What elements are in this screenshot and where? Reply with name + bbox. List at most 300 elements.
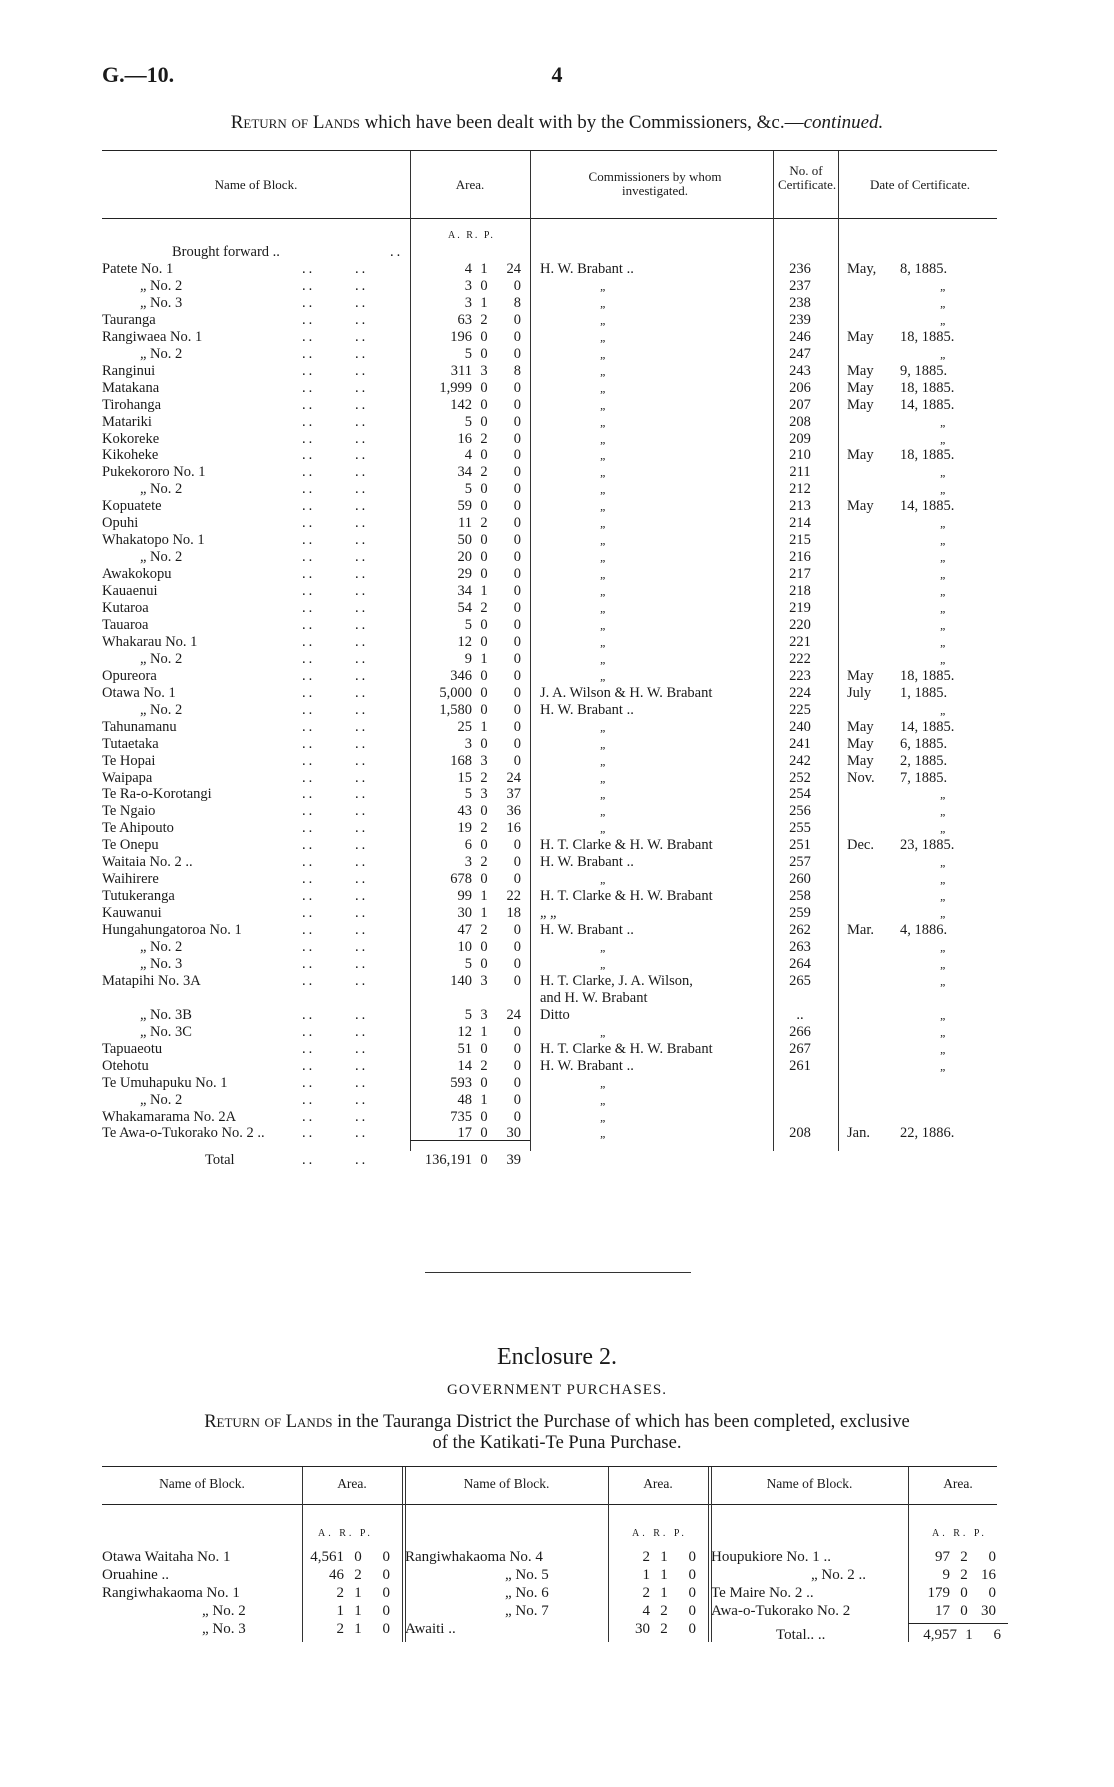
encl-col-area: Area. bbox=[643, 1476, 673, 1491]
certificate-date: 6, 1885. bbox=[900, 735, 948, 752]
area-roods: 0 bbox=[480, 735, 488, 752]
certificate-number: 255 bbox=[789, 820, 811, 837]
commissioners: H. W. Brabant .. bbox=[540, 1057, 634, 1074]
area-acres: 25 bbox=[457, 718, 472, 735]
commissioners: „ bbox=[600, 770, 607, 785]
table-row bbox=[0, 990, 1114, 1007]
encl-total-acres: 4,957 bbox=[923, 1627, 957, 1643]
leader-dots: .. .. bbox=[302, 939, 369, 955]
commissioners: „ bbox=[600, 448, 607, 463]
block-name: Rangiwhakaoma No. 1 bbox=[102, 1585, 240, 1601]
certificate-month: July bbox=[847, 684, 872, 701]
table-row bbox=[0, 1109, 1114, 1126]
certificate-number: 240 bbox=[789, 718, 811, 735]
area-roods: 0 bbox=[960, 1585, 968, 1601]
area-perches: 0 bbox=[513, 277, 521, 294]
area-perches: 16 bbox=[981, 1567, 996, 1583]
area-acres: 48 bbox=[457, 1091, 472, 1108]
area-roods: 1 bbox=[480, 888, 488, 905]
leader-dots: .. .. bbox=[302, 328, 369, 345]
area-perches: 0 bbox=[988, 1585, 996, 1601]
area-acres: 9 bbox=[464, 650, 472, 667]
enclosure-title bbox=[0, 1412, 1114, 1454]
area-perches: 0 bbox=[513, 1040, 521, 1057]
certificate-number: 206 bbox=[789, 379, 811, 396]
certificate-date: „ bbox=[940, 550, 947, 565]
area-roods: 2 bbox=[660, 1621, 668, 1637]
encl-divider bbox=[708, 1467, 709, 1642]
encl-col-area: Area. bbox=[943, 1476, 973, 1491]
table-row bbox=[0, 532, 1114, 549]
area-acres: 1 bbox=[336, 1603, 344, 1619]
table-row bbox=[0, 1007, 1114, 1024]
area-acres: 3 bbox=[464, 735, 472, 752]
leader-dots: .. .. bbox=[302, 871, 369, 888]
block-name: „ No. 3 bbox=[140, 955, 183, 972]
area-roods: 2 bbox=[480, 820, 488, 837]
block-name: „ No. 2 bbox=[140, 549, 183, 566]
table-row bbox=[0, 668, 1114, 685]
area-roods: 1 bbox=[480, 905, 488, 922]
area-acres: 1,580 bbox=[439, 701, 472, 718]
area-roods: 0 bbox=[480, 328, 488, 345]
area-perches: 0 bbox=[513, 379, 521, 396]
certificate-date: „ bbox=[940, 787, 947, 802]
certificate-number: 267 bbox=[789, 1040, 811, 1057]
certificate-number: 247 bbox=[789, 345, 811, 362]
commissioners: „ bbox=[600, 1126, 607, 1141]
certificate-date: „ bbox=[940, 651, 947, 666]
leader-dots: .. .. bbox=[302, 481, 369, 498]
area-acres: 140 bbox=[450, 972, 472, 989]
total-roods: 0 bbox=[480, 1152, 488, 1168]
area-perches: 0 bbox=[513, 447, 521, 464]
certificate-date: „ bbox=[940, 634, 947, 649]
area-roods: 0 bbox=[480, 566, 488, 583]
encl-area-units: A. R. P. bbox=[932, 1528, 987, 1539]
area-acres: 12 bbox=[457, 1023, 472, 1040]
block-name: Te Ra-o-Korotangi bbox=[102, 786, 212, 803]
area-perches: 0 bbox=[688, 1585, 696, 1601]
area-perches: 30 bbox=[506, 1125, 521, 1142]
commissioners: „ bbox=[600, 363, 607, 378]
area-acres: 46 bbox=[329, 1567, 344, 1583]
encl-col-name: Name of Block. bbox=[463, 1476, 550, 1491]
certificate-date: „ bbox=[940, 533, 947, 548]
area-perches: 0 bbox=[513, 532, 521, 549]
leader-dots: .. .. bbox=[302, 583, 369, 599]
commissioners: „ bbox=[600, 346, 607, 361]
area-roods: 0 bbox=[480, 498, 488, 515]
certificate-number: 208 bbox=[789, 413, 811, 430]
certificate-number: 214 bbox=[789, 515, 811, 532]
certificate-date: 18, 1885. bbox=[900, 328, 955, 345]
leader-dots: .. .. bbox=[302, 922, 369, 938]
area-acres: 12 bbox=[457, 633, 472, 650]
commissioners: „ bbox=[600, 651, 607, 666]
certificate-month: May bbox=[847, 396, 874, 413]
certificate-month: May bbox=[847, 752, 874, 769]
table-row bbox=[0, 600, 1114, 617]
block-name: „ No. 3C bbox=[140, 1023, 192, 1040]
certificate-number: 254 bbox=[789, 786, 811, 803]
block-name: Te Ngaio bbox=[102, 803, 156, 820]
leader-dots: .. .. bbox=[302, 854, 369, 871]
block-name: Tauranga bbox=[102, 311, 156, 328]
block-name: Tutaetaka bbox=[102, 735, 159, 752]
leader-dots: .. .. bbox=[302, 684, 369, 701]
area-acres: 2 bbox=[642, 1549, 650, 1565]
area-perches: 0 bbox=[382, 1567, 390, 1583]
commissioners: „ bbox=[600, 1075, 607, 1090]
encl-top-rule bbox=[102, 1466, 997, 1467]
area-acres: 63 bbox=[457, 311, 472, 328]
leader-dots: .. .. bbox=[302, 650, 369, 667]
commissioners: „ bbox=[600, 414, 607, 429]
commissioners: „ bbox=[600, 787, 607, 802]
area-perches: 0 bbox=[688, 1621, 696, 1637]
area-acres: 30 bbox=[635, 1621, 650, 1637]
area-perches: 0 bbox=[382, 1621, 390, 1637]
certificate-date: „ bbox=[940, 431, 947, 446]
certificate-date: „ bbox=[940, 312, 947, 327]
leader-dots: .. .. bbox=[302, 1006, 369, 1023]
area-acres: 3 bbox=[464, 294, 472, 311]
area-perches: 0 bbox=[513, 871, 521, 888]
certificate-number: 208 bbox=[789, 1125, 811, 1142]
certificate-number: 213 bbox=[789, 498, 811, 515]
area-roods: 2 bbox=[480, 311, 488, 328]
area-acres: 97 bbox=[935, 1549, 950, 1565]
certificate-date: „ bbox=[940, 516, 947, 531]
area-acres: 5 bbox=[464, 413, 472, 430]
leader-dots: .. .. bbox=[302, 345, 369, 362]
block-name: „ No. 2 bbox=[140, 345, 183, 362]
certificate-date: „ bbox=[940, 618, 947, 632]
certificate-date: 14, 1885. bbox=[900, 718, 955, 735]
leader-dots: .. .. bbox=[302, 1040, 369, 1057]
total-acres: 136,191 bbox=[424, 1152, 472, 1168]
table-row bbox=[0, 566, 1114, 583]
certificate-date: „ bbox=[940, 855, 947, 870]
certificate-date: „ bbox=[940, 940, 947, 954]
certificate-number: 212 bbox=[789, 481, 811, 498]
block-name: Kikoheke bbox=[102, 447, 159, 464]
block-name: Awaiti .. bbox=[405, 1621, 456, 1637]
area-acres: 6 bbox=[464, 837, 472, 854]
area-roods: 0 bbox=[480, 379, 488, 396]
certificate-date: „ bbox=[940, 278, 947, 293]
area-acres: 168 bbox=[450, 752, 472, 769]
block-name: Waipapa bbox=[102, 769, 153, 786]
area-roods: 0 bbox=[480, 1125, 488, 1142]
area-roods: 3 bbox=[480, 362, 488, 379]
area-roods: 1 bbox=[480, 294, 488, 311]
list-item bbox=[102, 1584, 402, 1602]
leader-dots: .. .. bbox=[302, 1091, 369, 1108]
area-perches: 18 bbox=[506, 905, 521, 922]
certificate-date: „ bbox=[940, 1058, 947, 1073]
leader-dots: .. .. bbox=[302, 515, 369, 532]
area-perches: 0 bbox=[513, 752, 521, 769]
col-header-name: Name of Block. bbox=[214, 177, 298, 192]
block-name: Tapuaeotu bbox=[102, 1040, 163, 1057]
area-acres: 20 bbox=[457, 549, 472, 566]
certificate-number: 238 bbox=[789, 294, 811, 311]
area-acres: 10 bbox=[457, 939, 472, 955]
certificate-date: „ bbox=[940, 821, 947, 836]
block-name: „ No. 2 bbox=[140, 701, 183, 718]
certificate-number: 237 bbox=[789, 277, 811, 294]
certificate-date: „ bbox=[940, 584, 947, 598]
commissioners: „ bbox=[600, 329, 607, 344]
leader-dots: .. .. bbox=[302, 261, 369, 277]
area-perches: 0 bbox=[513, 1091, 521, 1108]
commissioners: „ bbox=[600, 618, 607, 632]
list-item bbox=[102, 1620, 402, 1638]
block-name: Patete No. 1 bbox=[102, 261, 174, 277]
area-acres: 5 bbox=[464, 481, 472, 498]
area-acres: 30 bbox=[457, 905, 472, 922]
area-roods: 2 bbox=[960, 1549, 968, 1565]
area-acres: 34 bbox=[457, 583, 472, 599]
table-row bbox=[0, 905, 1114, 922]
area-roods: 2 bbox=[960, 1567, 968, 1583]
block-name: Matariki bbox=[102, 413, 152, 430]
commissioners: „ bbox=[600, 1092, 607, 1107]
area-acres: 17 bbox=[935, 1603, 950, 1619]
certificate-month: Dec. bbox=[847, 837, 874, 854]
leader-dots: .. .. bbox=[302, 905, 369, 922]
area-acres: 11 bbox=[458, 515, 472, 532]
area-roods: 0 bbox=[480, 345, 488, 362]
certificate-number: 252 bbox=[789, 769, 811, 786]
area-roods: 0 bbox=[480, 396, 488, 413]
block-name: Oruahine .. bbox=[102, 1567, 170, 1583]
area-acres: 1,999 bbox=[439, 379, 472, 396]
area-roods: 0 bbox=[480, 1108, 488, 1125]
certificate-date: 18, 1885. bbox=[900, 667, 955, 684]
enclosure-title-line2: of the Katikati-Te Puna Purchase. bbox=[432, 1433, 682, 1453]
certificate-number: 211 bbox=[789, 464, 811, 481]
area-roods: 3 bbox=[480, 1006, 488, 1023]
area-roods: 2 bbox=[480, 1057, 488, 1074]
certificate-month: May bbox=[847, 447, 874, 464]
leader-dots: .. .. bbox=[302, 633, 369, 650]
area-acres: 29 bbox=[457, 566, 472, 583]
area-acres: 311 bbox=[450, 362, 472, 379]
block-name: Rangiwhakaoma No. 4 bbox=[405, 1549, 543, 1565]
leader-dots: .. .. bbox=[302, 1074, 369, 1091]
area-perches: 0 bbox=[513, 854, 521, 871]
commissioners: „ bbox=[600, 736, 607, 751]
area-roods: 2 bbox=[480, 600, 488, 616]
certificate-number: 257 bbox=[789, 854, 811, 871]
brought-forward-row bbox=[0, 244, 1114, 261]
area-roods: 0 bbox=[480, 871, 488, 888]
area-roods: 1 bbox=[480, 1091, 488, 1108]
block-name: Awa-o-Tukorako No. 2 bbox=[711, 1603, 851, 1619]
block-name: Otawa No. 1 bbox=[102, 684, 176, 701]
certificate-number: 207 bbox=[789, 396, 811, 413]
area-roods: 1 bbox=[660, 1549, 668, 1565]
certificate-number: 236 bbox=[789, 261, 811, 277]
area-acres: 59 bbox=[457, 498, 472, 515]
area-roods: 0 bbox=[354, 1549, 362, 1565]
total-row bbox=[0, 1152, 1114, 1169]
col-header-commissioners: Commissioners by whom investigated. bbox=[588, 169, 722, 198]
table-row bbox=[0, 261, 1114, 278]
area-roods: 1 bbox=[354, 1585, 362, 1601]
certificate-number: 261 bbox=[789, 1057, 811, 1074]
block-name: „ No. 7 bbox=[505, 1603, 549, 1619]
commissioners: „ bbox=[600, 465, 607, 480]
area-perches: 0 bbox=[513, 600, 521, 616]
block-name: Te Onepu bbox=[102, 837, 159, 854]
area-roods: 2 bbox=[660, 1603, 668, 1619]
block-name: Otawa Waitaha No. 1 bbox=[102, 1549, 231, 1565]
block-name: Houpukiore No. 1 .. bbox=[711, 1549, 831, 1565]
block-name: Te Ahipouto bbox=[102, 820, 174, 837]
leader-dots: .. .. bbox=[302, 1125, 369, 1142]
area-roods: 0 bbox=[480, 549, 488, 566]
certificate-date: „ bbox=[940, 601, 947, 615]
area-roods: 1 bbox=[354, 1603, 362, 1619]
block-name: Tauaroa bbox=[102, 617, 149, 633]
commissioners: H. T. Clarke, J. A. Wilson, bbox=[540, 972, 693, 989]
leader-dots: .. .. bbox=[302, 566, 369, 583]
certificate-number: 221 bbox=[789, 633, 811, 650]
area-roods: 0 bbox=[480, 617, 488, 633]
area-units: A. R. P. bbox=[448, 230, 495, 241]
certificate-date: „ bbox=[940, 804, 947, 819]
area-acres: 51 bbox=[457, 1040, 472, 1057]
leader-dots: .. .. bbox=[302, 549, 369, 566]
block-name: Waitaia No. 2 .. bbox=[102, 854, 193, 871]
leader-dots: .. .. bbox=[302, 413, 369, 430]
leader-dots: .. .. bbox=[302, 362, 369, 379]
certificate-date: „ bbox=[940, 567, 947, 582]
table-row bbox=[0, 871, 1114, 888]
certificate-date: „ bbox=[940, 1041, 947, 1056]
table-row bbox=[0, 736, 1114, 753]
area-acres: 50 bbox=[457, 532, 472, 549]
certificate-date: „ bbox=[940, 1024, 947, 1039]
area-acres: 2 bbox=[336, 1621, 344, 1637]
leader-dots: .. .. bbox=[302, 1057, 369, 1074]
certificate-date: „ bbox=[940, 346, 947, 361]
area-roods: 0 bbox=[480, 803, 488, 820]
enclosure-subheading: GOVERNMENT PURCHASES. bbox=[447, 1382, 667, 1398]
area-roods: 2 bbox=[354, 1567, 362, 1583]
area-perches: 0 bbox=[513, 1057, 521, 1074]
area-perches: 0 bbox=[513, 1023, 521, 1040]
area-roods: 1 bbox=[354, 1621, 362, 1637]
block-name: „ No. 2 bbox=[140, 481, 183, 498]
area-acres: 9 bbox=[942, 1567, 950, 1583]
area-perches: 0 bbox=[513, 1108, 521, 1125]
area-acres: 16 bbox=[457, 430, 472, 447]
leader-dots: .. .. bbox=[302, 277, 369, 294]
commissioners: „ bbox=[600, 584, 607, 598]
certificate-date: „ bbox=[940, 1007, 947, 1022]
col-header-date: Date of Certificate. bbox=[870, 177, 970, 192]
block-name: Te Awa-o-Tukorako No. 2 .. bbox=[102, 1125, 265, 1142]
table-row bbox=[0, 515, 1114, 532]
certificate-date: „ bbox=[940, 872, 947, 887]
area-perches: 0 bbox=[513, 684, 521, 701]
encl-area-units: A. R. P. bbox=[632, 1528, 687, 1539]
area-roods: 0 bbox=[480, 701, 488, 718]
enclosure-heading: Enclosure 2. bbox=[497, 1344, 617, 1370]
block-name: Rangiwaea No. 1 bbox=[102, 328, 203, 345]
leader-dots: .. .. bbox=[302, 498, 369, 515]
list-item bbox=[711, 1602, 1008, 1620]
area-acres: 142 bbox=[450, 396, 472, 413]
commissioners: H. W. Brabant .. bbox=[540, 261, 634, 277]
block-name: Waihirere bbox=[102, 871, 159, 888]
area-perches: 24 bbox=[506, 261, 521, 277]
table-row bbox=[0, 685, 1114, 702]
block-name: Kopuatete bbox=[102, 498, 162, 515]
certificate-date: „ bbox=[940, 414, 947, 429]
encl-col-name: Name of Block. bbox=[159, 1476, 245, 1491]
block-name: Kauaenui bbox=[102, 583, 158, 599]
commissioners: „ „ bbox=[540, 905, 557, 922]
certificate-month: May, bbox=[847, 261, 877, 277]
block-name: „ No. 2 bbox=[202, 1603, 246, 1619]
area-acres: 5 bbox=[464, 786, 472, 803]
certificate-date: „ bbox=[940, 906, 947, 921]
table-row bbox=[0, 549, 1114, 566]
area-roods: 0 bbox=[480, 837, 488, 854]
certificate-date: 18, 1885. bbox=[900, 379, 955, 396]
area-perches: 0 bbox=[513, 566, 521, 583]
block-name: „ No. 2 bbox=[140, 939, 183, 955]
area-roods: 2 bbox=[480, 769, 488, 786]
table-row bbox=[0, 973, 1114, 990]
table-row bbox=[0, 583, 1114, 600]
table-row bbox=[0, 498, 1114, 515]
block-name: Opuhi bbox=[102, 515, 139, 532]
area-perches: 24 bbox=[506, 1006, 521, 1023]
table-row bbox=[0, 414, 1114, 431]
table-row bbox=[0, 837, 1114, 854]
area-roods: 0 bbox=[480, 1040, 488, 1057]
leader-dots: .. .. bbox=[302, 430, 369, 447]
table-row bbox=[0, 1058, 1114, 1075]
area-acres: 5 bbox=[464, 1006, 472, 1023]
area-perches: 0 bbox=[513, 464, 521, 481]
certificate-number: 256 bbox=[789, 803, 811, 820]
commissioners: „ bbox=[600, 278, 607, 293]
area-perches: 0 bbox=[513, 583, 521, 599]
table-row bbox=[0, 922, 1114, 939]
block-name: „ No. 6 bbox=[505, 1585, 549, 1601]
commissioners: „ bbox=[600, 1024, 607, 1039]
area-roods: 0 bbox=[480, 532, 488, 549]
certificate-number: 259 bbox=[789, 905, 811, 922]
block-name: Kauwanui bbox=[102, 905, 162, 922]
list-item bbox=[711, 1566, 1008, 1584]
leader-dots: .. .. bbox=[302, 379, 369, 396]
area-acres: 5 bbox=[464, 345, 472, 362]
commissioners: H. W. Brabant .. bbox=[540, 701, 634, 718]
encl-col-area: Area. bbox=[337, 1476, 367, 1491]
area-acres: 4,561 bbox=[310, 1549, 344, 1565]
block-name: Kutaroa bbox=[102, 600, 149, 616]
area-roods: 1 bbox=[480, 583, 488, 599]
